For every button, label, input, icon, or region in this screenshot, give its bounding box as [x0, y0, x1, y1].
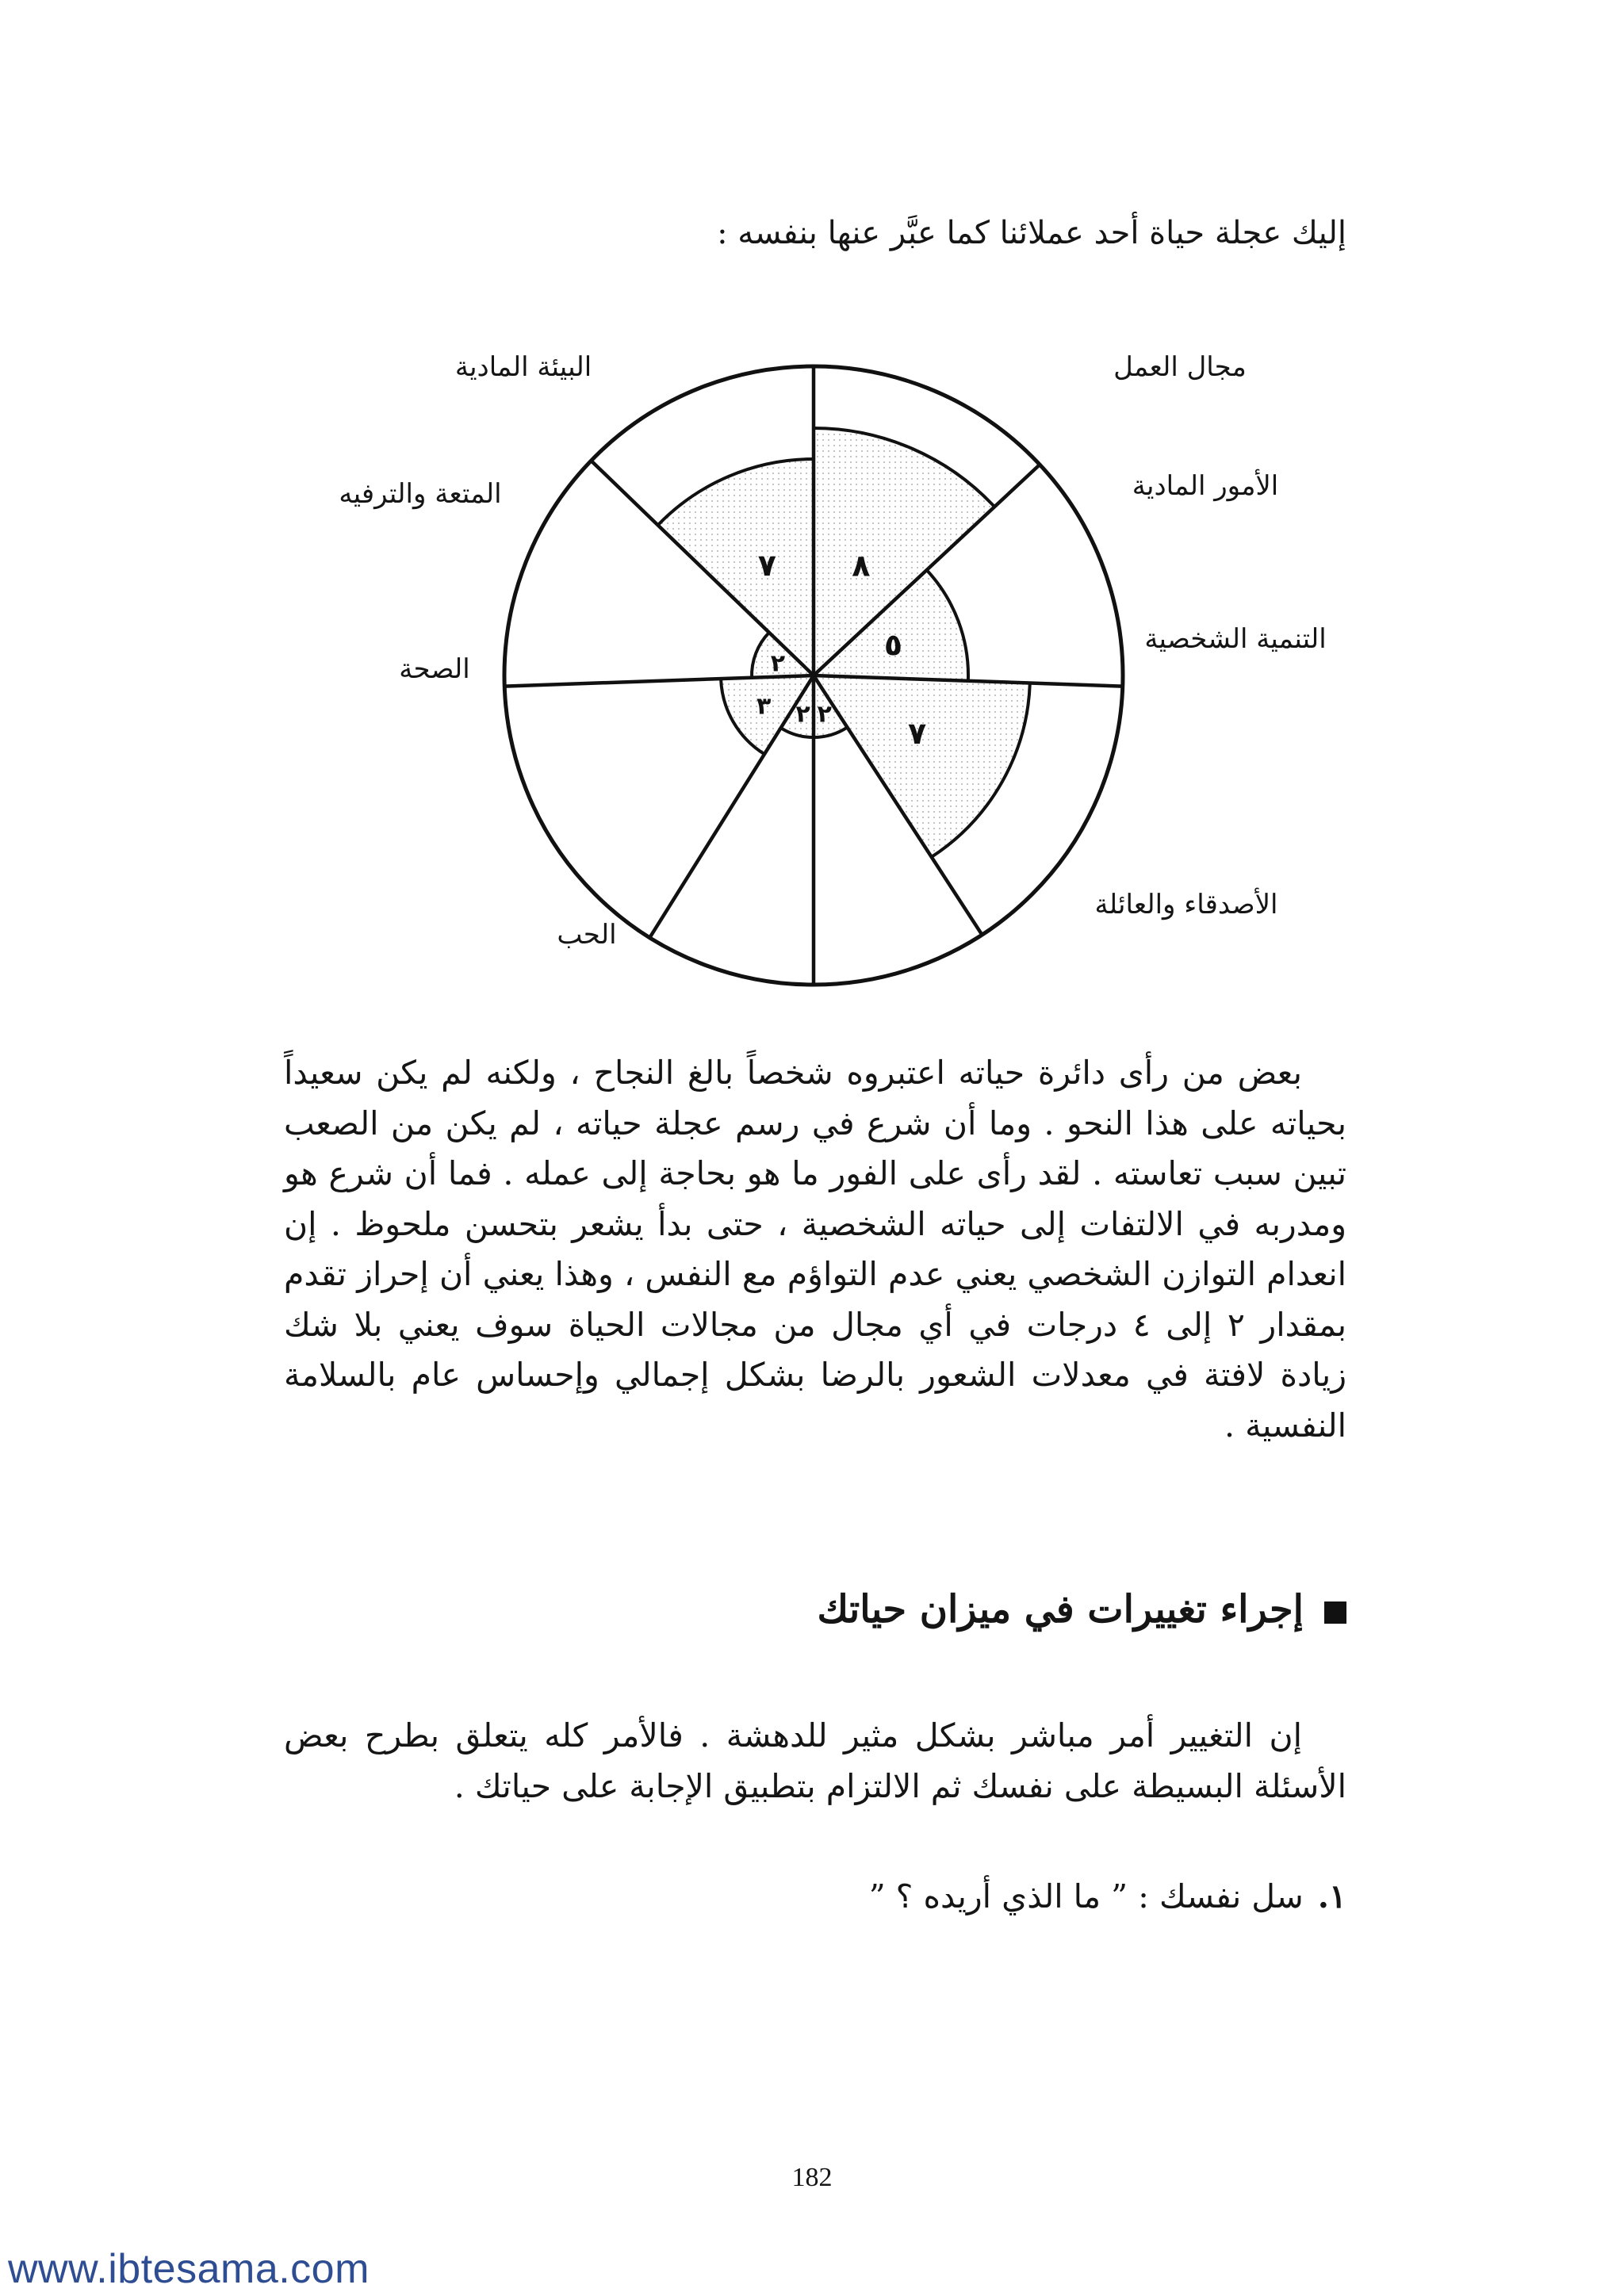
segment-label: المتعة والترفيه — [339, 478, 502, 510]
segment-score-label: ٥ — [883, 627, 903, 663]
section-heading-text: إجراء تغييرات في ميزان حياتك — [817, 1587, 1304, 1632]
question-1 — [236, 1871, 1346, 1922]
paragraph-1: بعض من رأى دائرة حياته اعتبروه شخصاً بالغ النجاح ، ولكنه لم يكن سعيداً بحياته على هذا النحو . وما أن شرع في رسم عجلة حياته ، لم يكن من الصعب تبين سبب تعاسته . لقد رأى على الفور ما هو بحاجة إلى عمله . فما أن شرع هو ومدربه في الالتفات إلى حياته الشخصية ، حتى بدأ يشعر بتحسن ملحوظ . إن انعدام التوازن الشخصي يعني عدم التواؤم مع النفس ، وهذا يعني أن إحراز تقدم بمقدار ٢ إلى ٤ درجات في أي مجال من مجالات الحياة سوف يعني بلا شك زيادة لافتة في معدلات الشعور بالرضا بشكل إجمالي وإحساس عام بالسلامة النفسية . — [284, 1054, 1346, 1445]
paragraph-2: إن التغيير أمر مباشر بشكل مثير للدهشة . فالأمر كله يتعلق بطرح بعض الأسئلة البسيطة على نفسك ثم الالتزام بتطبيق الإجابة على حياتك . — [284, 1716, 1346, 1805]
segment-score-label: ٢ — [795, 700, 810, 729]
section-heading — [236, 1578, 1346, 1641]
segment-score-label: ٧ — [907, 715, 927, 751]
segment-fill — [814, 675, 1030, 857]
segment-label: مجال العمل — [1113, 351, 1247, 383]
watermark-text: www.ibtesama.com — [8, 2246, 370, 2292]
question-1-number: ١. — [1317, 1877, 1346, 1915]
segment-score-label: ٣ — [756, 692, 772, 721]
segment-score-label: ٨ — [852, 548, 871, 584]
life-wheel-chart — [0, 0, 1624, 1031]
question-1-text: سل نفسك : ” ما الذي أريده ؟ ” — [868, 1877, 1304, 1915]
segment-score-label: ٧ — [757, 547, 776, 583]
segment-label: الصحة — [399, 653, 470, 685]
segment-score-label: ٢ — [817, 700, 832, 729]
square-bullet-icon — [1324, 1601, 1346, 1624]
segment-label: الحب — [557, 919, 617, 951]
segment-score-label: ٢ — [770, 649, 786, 678]
intro-text: إليك عجلة حياة أحد عملائنا كما عبَّر عنها بنفسه : — [717, 215, 1346, 251]
segment-label: البيئة المادية — [454, 351, 592, 383]
segment-fill — [658, 459, 814, 675]
segment-label: التنمية الشخصية — [1144, 623, 1327, 655]
segment-label: الأمور المادية — [1132, 470, 1279, 502]
segment-label: الأصدقاء والعائلة — [1094, 889, 1278, 920]
page-number: 182 — [791, 2163, 833, 2192]
